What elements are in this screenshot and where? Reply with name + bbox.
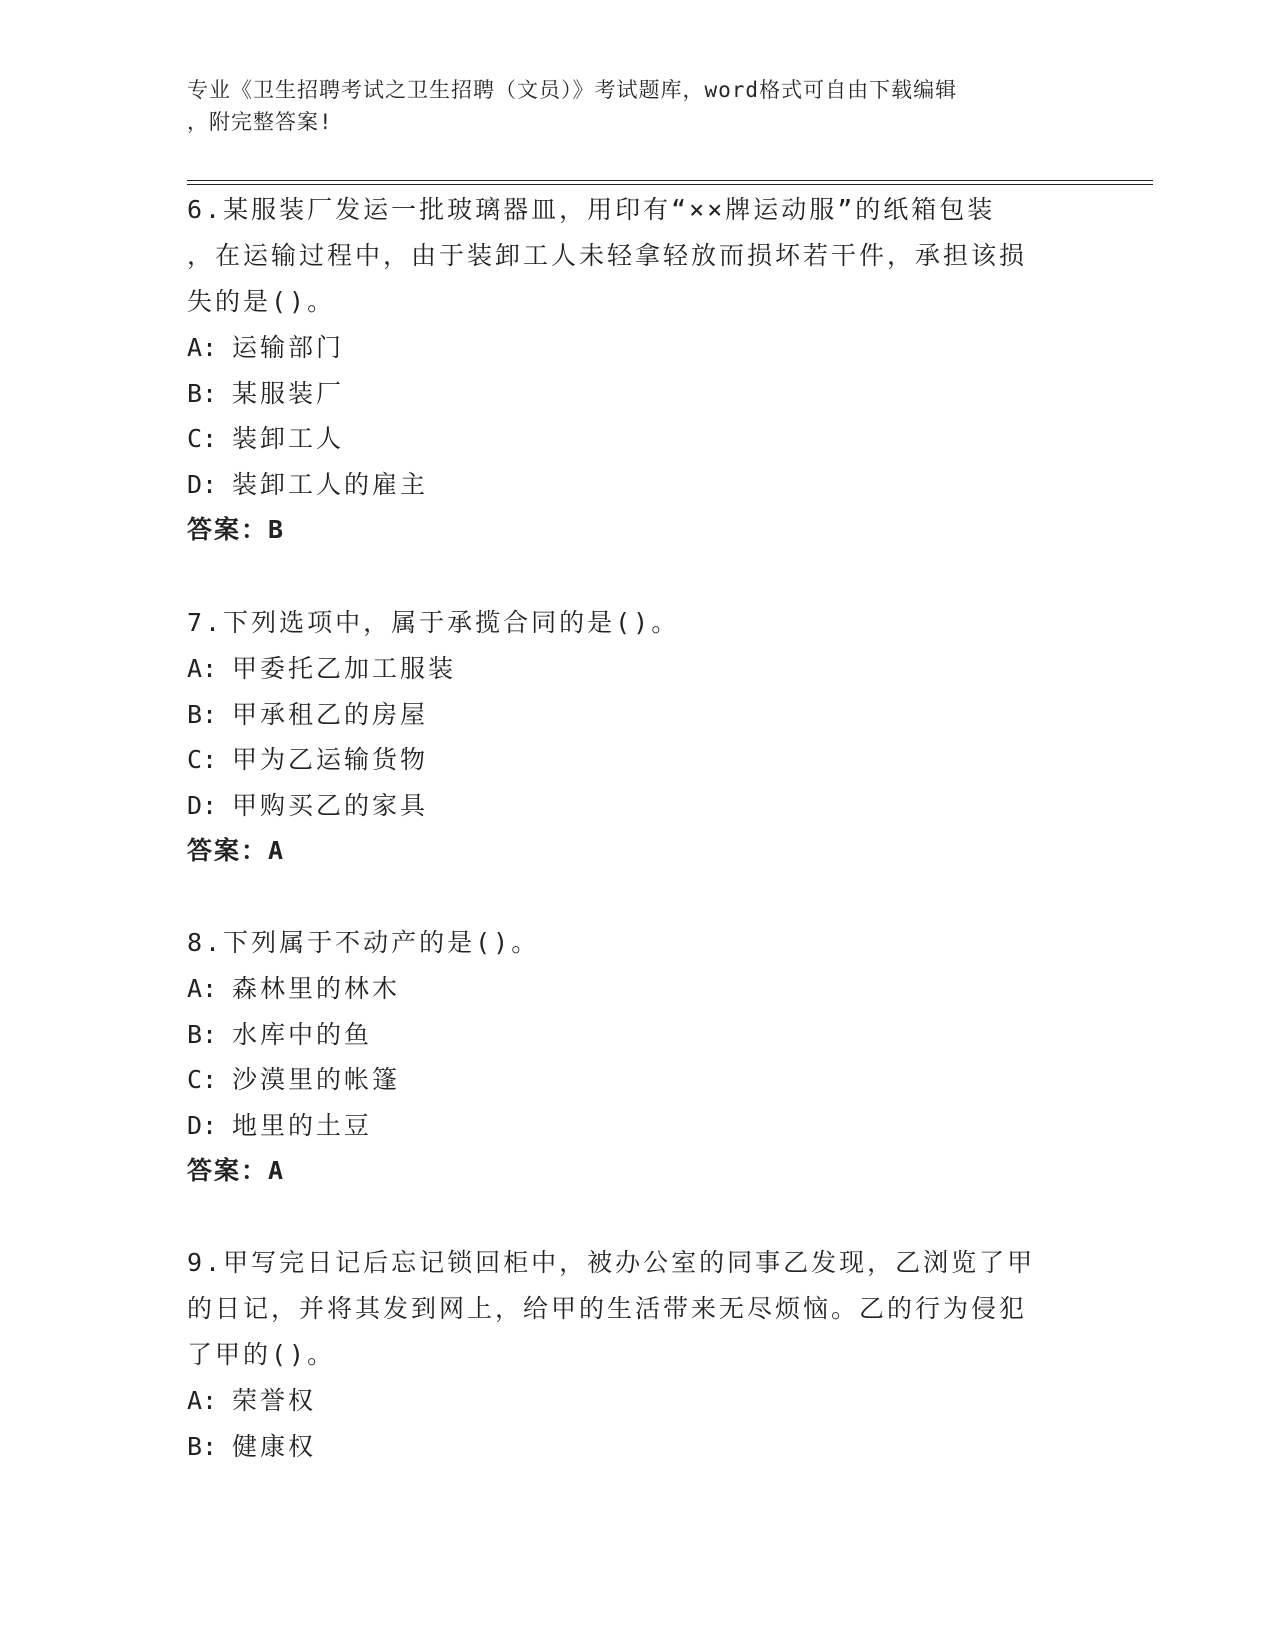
option-b [187, 1012, 1067, 1058]
question-7 [187, 600, 1067, 874]
option-text: 装卸工人 [232, 424, 345, 453]
stem-line: 的日记，并将其发到网上，给甲的生活带来无尽烦恼。乙的行为侵犯 [187, 1294, 1028, 1323]
option-c [187, 416, 1067, 462]
question-6 [187, 187, 1067, 553]
option-key: A: [187, 333, 218, 362]
option-b [187, 1424, 1067, 1470]
question-9 [187, 1240, 1067, 1469]
option-text: 装卸工人的雇主 [232, 469, 429, 499]
option-text: 沙漠里的帐篷 [232, 1065, 401, 1094]
stem-line: 了甲的()。 [187, 1340, 336, 1369]
option-key: B: [187, 378, 218, 408]
option-text: 森林里的林木 [232, 974, 401, 1003]
option-key: A: [187, 654, 218, 683]
stem-line: 7.下列选项中，属于承揽合同的是()。 [187, 608, 680, 637]
option-text: 荣誉权 [232, 1386, 317, 1415]
stem-line: 6.某服装厂发运一批玻璃器皿，用印有“××牌运动服”的纸箱包装 [187, 195, 996, 224]
stem-line: 9.甲写完日记后忘记锁回柜中，被办公室的同事乙发现，乙浏览了甲 [187, 1248, 1036, 1277]
question-8 [187, 920, 1067, 1194]
question-stem [187, 1240, 1067, 1378]
header-divider-bottom [187, 184, 1153, 185]
option-key: B: [187, 1019, 218, 1049]
stem-line: 8.下列属于不动产的是()。 [187, 928, 540, 957]
option-key: C: [187, 1065, 218, 1094]
header-line-1: 专业《卫生招聘考试之卫生招聘（文员）》考试题库，word格式可自由下载编辑 [187, 78, 958, 102]
option-d [187, 1103, 1067, 1149]
option-key: B: [187, 1431, 218, 1461]
option-key: D: [187, 790, 218, 820]
option-text: 某服装厂 [232, 378, 345, 408]
option-text: 甲承租乙的房屋 [232, 699, 429, 729]
option-d [187, 462, 1067, 508]
answer-line: 答案：A [187, 836, 286, 865]
option-key: C: [187, 745, 218, 774]
option-a [187, 646, 1067, 692]
option-text: 运输部门 [232, 333, 345, 362]
option-key: A: [187, 1386, 218, 1415]
header-line-2: ，附完整答案! [187, 110, 333, 134]
stem-line: 失的是()。 [187, 287, 336, 316]
header-divider-top [187, 180, 1153, 181]
option-text: 甲购买乙的家具 [232, 790, 429, 820]
option-c [187, 1057, 1067, 1103]
document-header [187, 74, 1067, 138]
answer-line: 答案：A [187, 1156, 286, 1185]
question-stem [187, 600, 1067, 646]
option-text: 健康权 [232, 1431, 317, 1461]
option-text: 水库中的鱼 [232, 1019, 373, 1049]
option-key: B: [187, 699, 218, 729]
option-key: C: [187, 424, 218, 453]
option-a [187, 325, 1067, 371]
stem-line: ，在运输过程中，由于装卸工人未轻拿轻放而损坏若干件，承担该损 [187, 241, 1028, 270]
option-text: 甲为乙运输货物 [232, 745, 429, 774]
question-stem [187, 187, 1067, 325]
option-text: 地里的土豆 [232, 1110, 373, 1140]
option-b [187, 692, 1067, 738]
option-text: 甲委托乙加工服装 [232, 654, 457, 683]
question-stem [187, 920, 1067, 966]
option-d [187, 783, 1067, 829]
answer-line: 答案：B [187, 515, 286, 544]
option-key: D: [187, 469, 218, 499]
option-c [187, 737, 1067, 783]
option-a [187, 1378, 1067, 1424]
option-key: D: [187, 1110, 218, 1140]
option-key: A: [187, 974, 218, 1003]
option-b [187, 371, 1067, 417]
option-a [187, 966, 1067, 1012]
